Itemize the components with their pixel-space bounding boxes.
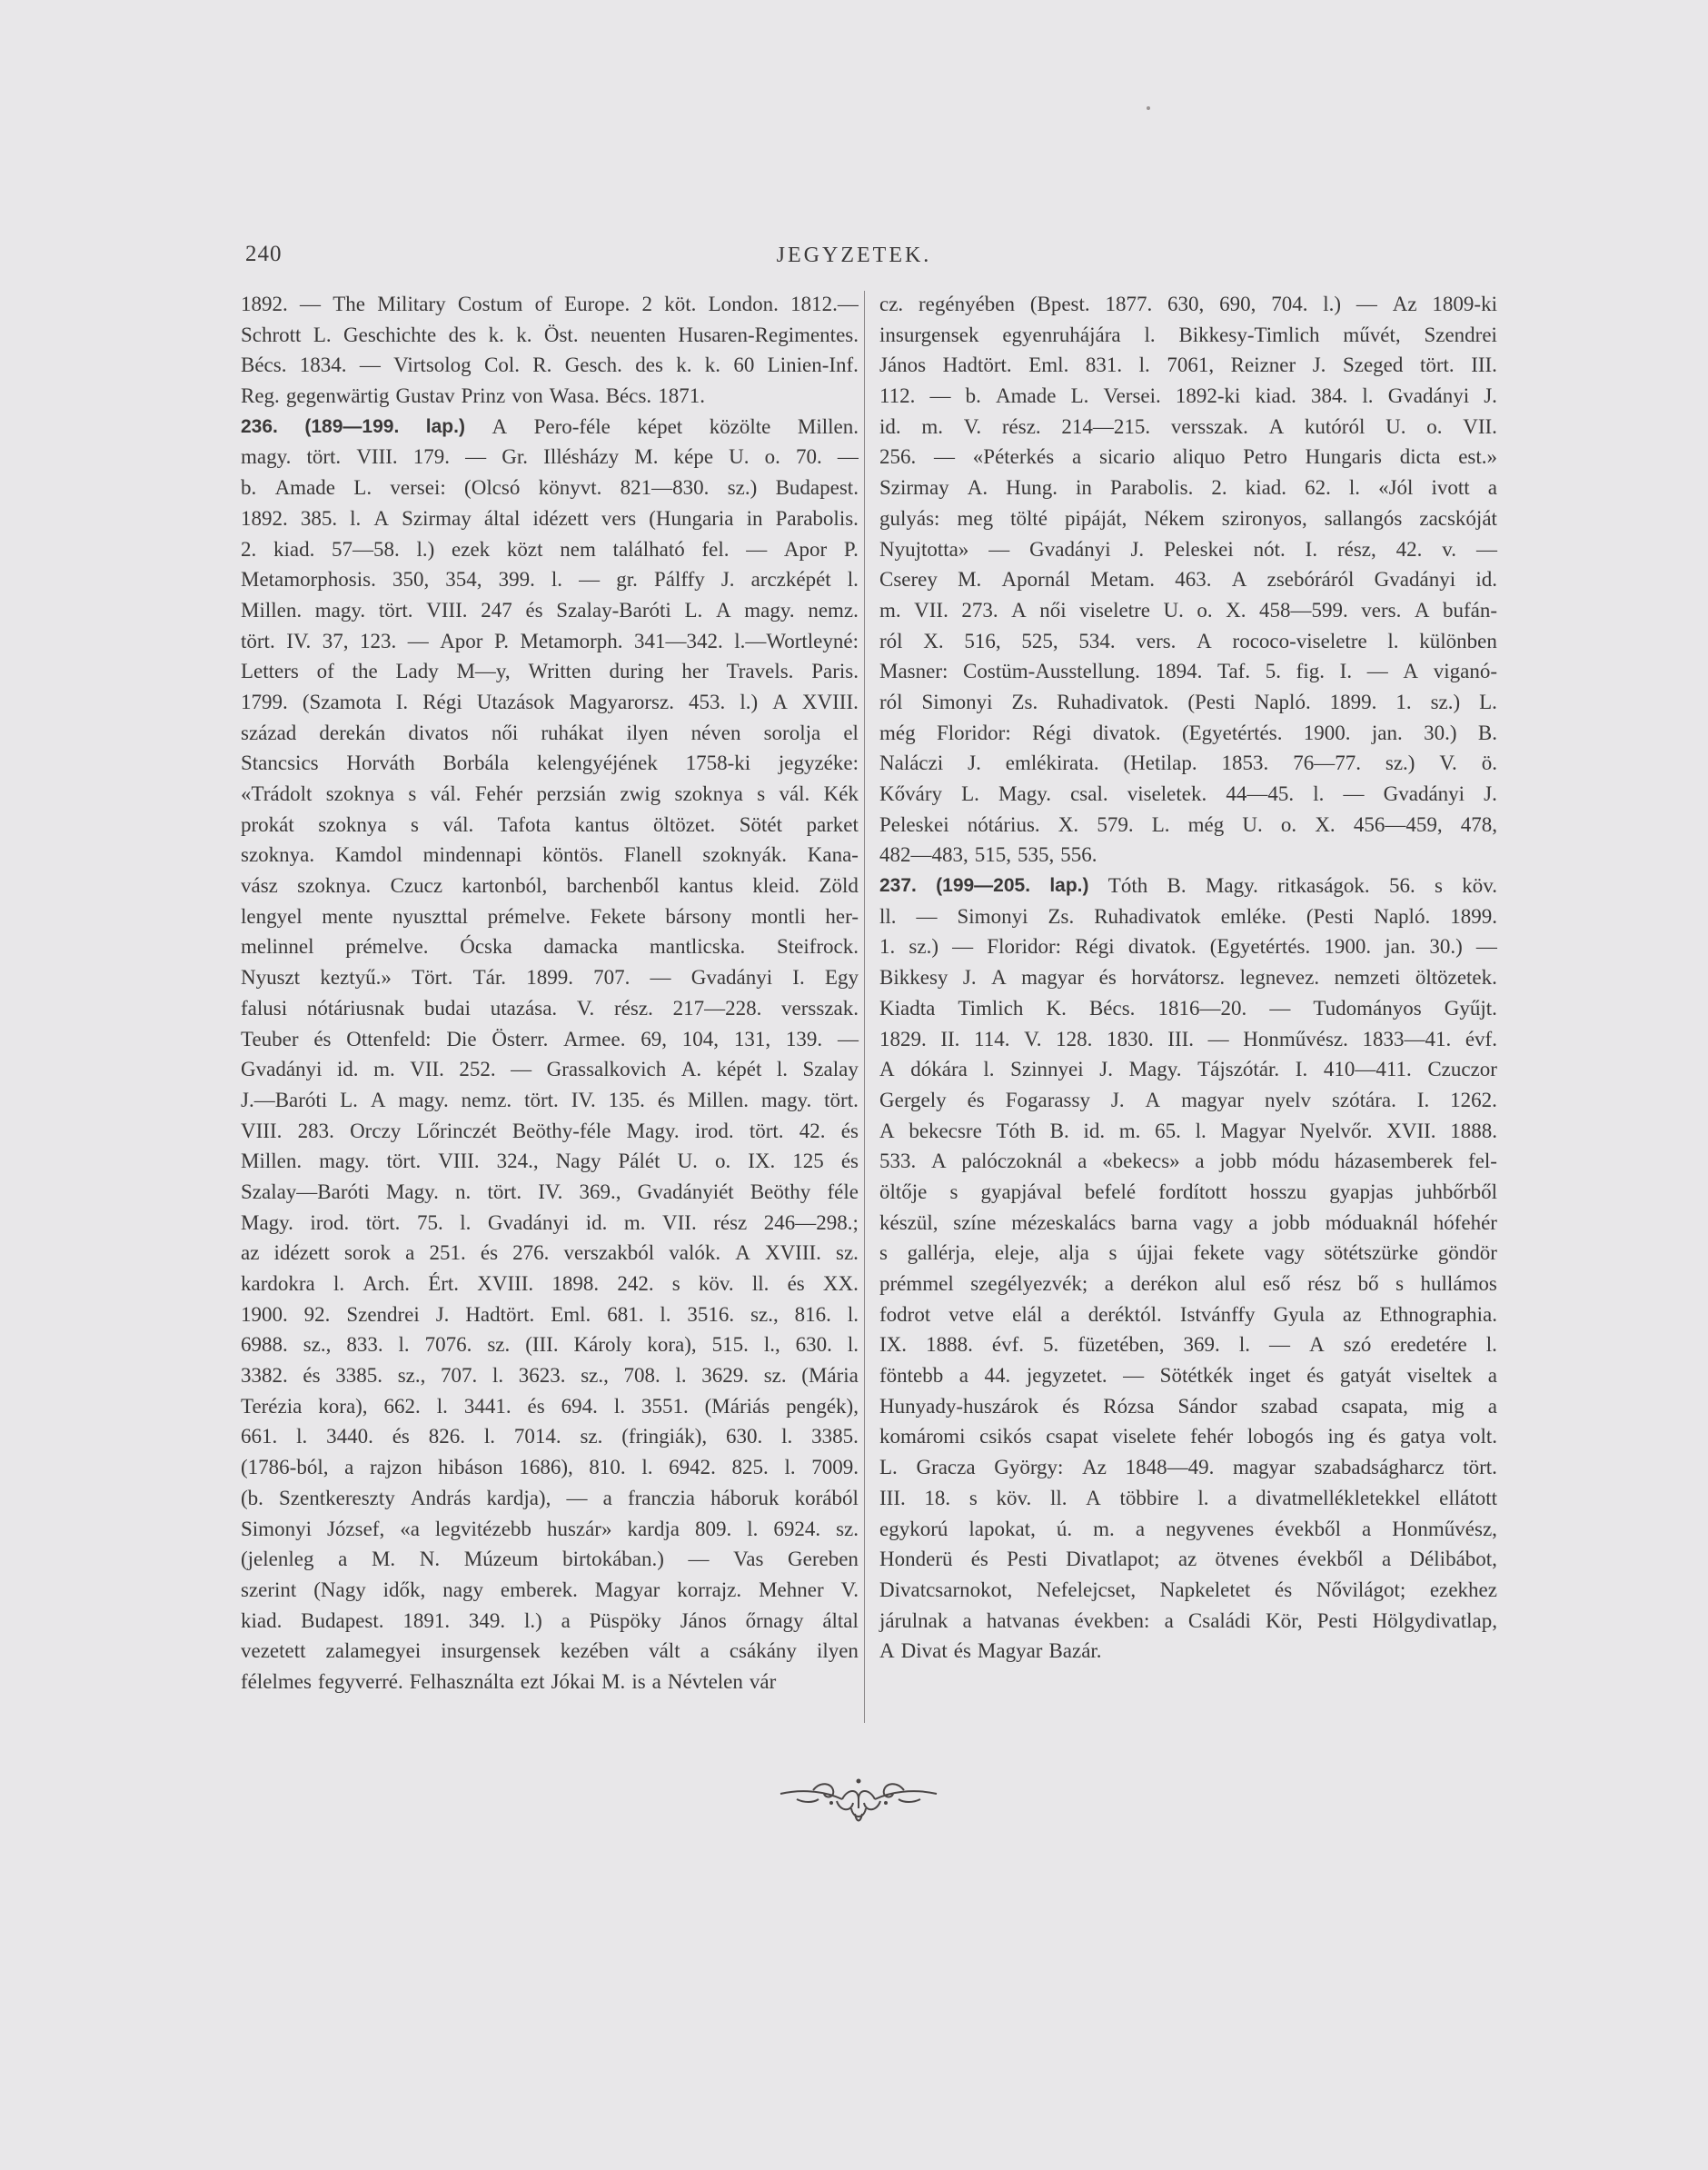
text-line: melinnel prémelve. Ócska damacka mantlicska. Steifrock. [241,935,859,959]
text-line: 2. kiad. 57—58. l.) ezek közt nem található fel. — Apor P. [241,537,859,561]
text-line: (1786-ból, a rajzon hibáson 1686), 810. l. 6942. 825. l. 7009. [241,1456,859,1479]
text-line: Naláczi J. emlékirata. (Hetilap. 1853. 76—77. sz.) V. ö. [879,752,1497,775]
running-title: JEGYZETEK. [776,244,932,267]
text-line: J.—Baróti L. A magy. nemz. tört. IV. 135. és Millen. magy. tört. [241,1088,859,1111]
text-line: Terézia kora), 662. l. 3441. és 694. l. 3551. (Máriás pengék), [241,1394,859,1418]
text-line: A bekecsre Tóth B. id. m. 65. l. Magyar Nyelvőr. XVII. 1888. [879,1119,1497,1142]
text-line: prémmel szegélyezvék; a derékon alul eső rész bő s hullámos [879,1272,1497,1295]
text-line: Divatcsarnokot, Nefelejcset, Napkeletet és Nővilágot; ezekhez [879,1578,1497,1601]
text-line: 237. (199—205. lap.) Tóth B. Magy. ritkaságok. 56. s köv. [879,874,1497,898]
text-line: komáromi csikós csapat viselete fehér lobogós ing és gatya volt. [879,1425,1497,1448]
text-line: 482—483, 515, 535, 556. [879,843,1097,867]
text-line: lengyel mente nyuszttal prémelve. Fekete bársony montli her- [241,904,859,928]
text-line: 1892. 385. l. A Szirmay által idézett vers (Hungaria in Parabolis. [241,506,859,530]
text-line: szoknya. Kamdol mindennapi köntös. Flanell szoknyák. Kana- [241,843,859,867]
text-line: készül, színe mézeskalács barna vagy a jobb móduaknál hófehér [879,1210,1497,1234]
text-line: Nyujtotta» — Gvadányi J. Peleskei nót. I. rész, 42. v. — [879,537,1497,561]
text-line: insurgensek egyenruhájára l. Bikkesy-Timlich művét, Szendrei [879,323,1497,346]
text-line: gulyás: meg tölté pipáját, Nékem szironyos, sallangós zacskóját [879,506,1497,530]
text-line: vezetett zalamegyei insurgensek kezében vált a csákány ilyen [241,1639,859,1663]
text-line: ról X. 516, 525, 534. vers. A rococo-viseletre l. különben [879,629,1497,652]
text-line: kardokra l. Arch. Ért. XVIII. 1898. 242. s köv. ll. és XX. [241,1272,859,1295]
left-text-column [241,289,859,1697]
text-line: Hunyady-huszárok és Rózsa Sándor szabad csapata, mig a [879,1394,1497,1418]
text-line: VIII. 283. Orczy Lőrinczét Beöthy-féle Magy. irod. tört. 42. és [241,1119,859,1142]
text-line: Cserey M. Apornál Metam. 463. A zsebóráról Gvadányi id. [879,568,1497,592]
text-line: falusi nótáriusnak budai utazása. V. rész. 217—228. versszak. [241,996,859,1020]
text-line: Peleskei nótárius. X. 579. L. még U. o. X. 456—459, 478, [879,812,1497,836]
text-line: János Hadtört. Eml. 831. l. 7061, Reizner J. Szeged tört. III. [879,353,1497,377]
text-line: Szalay—Baróti Magy. n. tört. IV. 369., Gvadányiét Beöthy féle [241,1180,859,1203]
text-line: egykorú lapokat, ú. m. a negyvenes évekből a Honművész, [879,1517,1497,1540]
text-line: id. m. V. rész. 214—215. versszak. A kutóról U. o. VII. [879,414,1497,438]
text-line: prokát szoknya s vál. Tafota kantus öltözet. Sötét parket [241,812,859,836]
text-line: föntebb a 44. jegyzetet. — Sötétkék inget és gatyát viseltek a [879,1364,1497,1388]
text-line: (b. Szentkereszty András kardja), — a franczia háboruk korából [241,1486,859,1509]
text-line: Simonyi József, «a legvitézebb huszár» kardja 809. l. 6924. sz. [241,1517,859,1540]
text-line: kiad. Budapest. 1891. 349. l.) a Püspöky János őrnagy által [241,1608,859,1632]
text-line: félelmes fegyverré. Felhasználta ezt Jókai M. is a Névtelen vár [241,1669,777,1693]
text-line: Gvadányi id. m. VII. 252. — Grassalkovich A. képét l. Szalay [241,1058,859,1081]
text-line: Schrott L. Geschichte des k. k. Öst. neuenten Husaren-Regimentes. [241,323,859,346]
text-line: (jelenleg a M. N. Múzeum birtokában.) — Vas Gereben [241,1548,859,1571]
text-line: 236. (189—199. lap.) A Pero-féle képet közölte Millen. [241,414,859,438]
text-line: ll. — Simonyi Zs. Ruhadivatok emléke. (Pesti Napló. 1899. [879,904,1497,928]
text-line: Bécs. 1834. — Virtsolog Col. R. Gesch. des k. k. 60 Linien-Inf. [241,353,859,377]
text-line: IX. 1888. évf. 5. füzetében, 369. l. — A szó eredetére l. [879,1333,1497,1357]
text-line: ról Simonyi Zs. Ruhadivatok. (Pesti Napló. 1899. 1. sz.) L. [879,690,1497,713]
text-line: 112. — b. Amade L. Versei. 1892-ki kiad. 384. l. Gvadányi J. [879,384,1497,408]
text-line: A dókára l. Szinnyei J. Magy. Tájszótár. I. 410—411. Czuczor [879,1058,1497,1081]
text-line: m. VII. 273. A női viseletre U. o. X. 458—599. vers. A bufán- [879,598,1497,622]
text-line: 3382. és 3385. sz., 707. l. 3623. sz., 708. l. 3629. sz. (Mária [241,1364,859,1388]
text-line: Millen. magy. tört. VIII. 247 és Szalay-Baróti L. A magy. nemz. [241,598,859,622]
text-line: 661. l. 3440. és 826. l. 7014. sz. (fringiák), 630. l. 3385. [241,1425,859,1448]
text-line: Honderü és Pesti Divatlapot; az ötvenes évekből a Délibábot, [879,1548,1497,1571]
text-line: vász szoknya. Czucz kartonból, barchenből kantus kleid. Zöld [241,874,859,898]
text-line: Letters of the Lady M—y, Written during her Travels. Paris. [241,660,859,683]
text-line: L. Gracza György: Az 1848—49. magyar szabadságharcz tört. [879,1456,1497,1479]
text-line: Gergely és Fogarassy J. A magyar nyelv szótára. I. 1262. [879,1088,1497,1111]
text-line: az idézett sorok a 251. és 276. verszakból valók. A XVIII. sz. [241,1241,859,1265]
text-line: magy. tört. VIII. 179. — Gr. Illésházy M. képe U. o. 70. — [241,445,859,469]
text-line: III. 18. s köv. ll. A többire l. a divatmellékletekkel ellátott [879,1486,1497,1509]
text-line: Metamorphosis. 350, 354, 399. l. — gr. Pálffy J. arczképét l. [241,568,859,592]
text-line: cz. regényében (Bpest. 1877. 630, 690, 704. l.) — Az 1809-ki [879,293,1497,315]
text-line: szerint (Nagy idők, nagy emberek. Magyar korrajz. Mehner V. [241,1578,859,1601]
paper-speck [1147,106,1150,110]
text-line: Bikkesy J. A magyar és horvátorsz. legnevez. nemzeti öltözetek. [879,966,1497,990]
text-line: b. Amade L. versei: (Olcsó könyvt. 821—830. sz.) Budapest. [241,476,859,500]
text-line: «Trádolt szoknya s vál. Fehér perzsián zwig szoknya s vál. Kék [241,782,859,805]
text-line: Millen. magy. tört. VIII. 324., Nagy Pálét U. o. IX. 125 és [241,1150,859,1173]
text-line: Magy. irod. tört. 75. l. Gvadányi id. m. VII. rész 246—298.; [241,1210,859,1234]
text-line: Nyuszt keztyű.» Tört. Tár. 1899. 707. — Gvadányi I. Egy [241,966,859,990]
text-line: Kőváry L. Magy. csal. viseletek. 44—45. l. — Gvadányi J. [879,782,1497,805]
text-line: 1799. (Szamota I. Régi Utazások Magyarorsz. 453. l.) A XVIII. [241,690,859,713]
page-number: 240 [245,242,283,266]
text-line: fodrot vetve elál a deréktól. Istvánffy Gyula az Ethnographia. [879,1302,1497,1326]
text-line: 1. sz.) — Floridor: Régi divatok. (Egyetértés. 1900. jan. 30.) — [879,935,1497,959]
text-line: A Divat és Magyar Bazár. [879,1639,1102,1663]
text-line: 1892. — The Military Costum of Europe. 2 köt. London. 1812.— [241,293,859,315]
text-line: Szirmay A. Hung. in Parabolis. 2. kiad. 62. l. «Jól ivott a [879,476,1497,500]
text-line: század derekán divatos női ruhákat ilyen néven sorolja el [241,721,859,744]
text-line: Masner: Costüm-Ausstellung. 1894. Taf. 5. fig. I. — A viganó- [879,660,1497,683]
text-line: öltője s gyapjával befelé fordított hosszu gyapjas juhbőrből [879,1180,1497,1203]
text-line: 533. A palóczoknál a «bekecs» a jobb módu házasemberek fel- [879,1150,1497,1173]
text-line: s gallérja, eleje, alja s újjai fekete vagy sötétszürke göndör [879,1241,1497,1265]
text-line: 6988. sz., 833. l. 7076. sz. (III. Károly kora), 515. l., 630. l. [241,1333,859,1357]
text-line: 1900. 92. Szendrei J. Hadtört. Eml. 681. l. 3516. sz., 816. l. [241,1302,859,1326]
text-line: Reg. gegenwärtig Gustav Prinz von Wasa. Bécs. 1871. [241,384,705,408]
text-line: 256. — «Péterkés a sicario aliquo Petro Hungaris dicta est.» [879,445,1497,469]
text-line: Teuber és Ottenfeld: Die Österr. Armee. 69, 104, 131, 139. — [241,1027,859,1050]
text-line: Kiadta Timlich K. Bécs. 1816—20. — Tudományos Gyűjt. [879,996,1497,1020]
text-line: még Floridor: Régi divatok. (Egyetértés. 1900. jan. 30.) B. [879,721,1497,744]
text-line: tört. IV. 37, 123. — Apor P. Metamorph. 341—342. l.—Wortleyné: [241,629,859,652]
text-line: 1829. II. 114. V. 128. 1830. III. — Honművész. 1833—41. évf. [879,1027,1497,1050]
text-line: Stancsics Horváth Borbála kelengyéjének 1758-ki jegyzéke: [241,752,859,775]
text-line: járulnak a hatvanas években: a Családi Kör, Pesti Hölgydivatlap, [879,1608,1497,1632]
right-text-column [879,289,1497,1667]
ornamental-scroll-icon [777,1772,940,1827]
column-divider [864,291,865,1723]
